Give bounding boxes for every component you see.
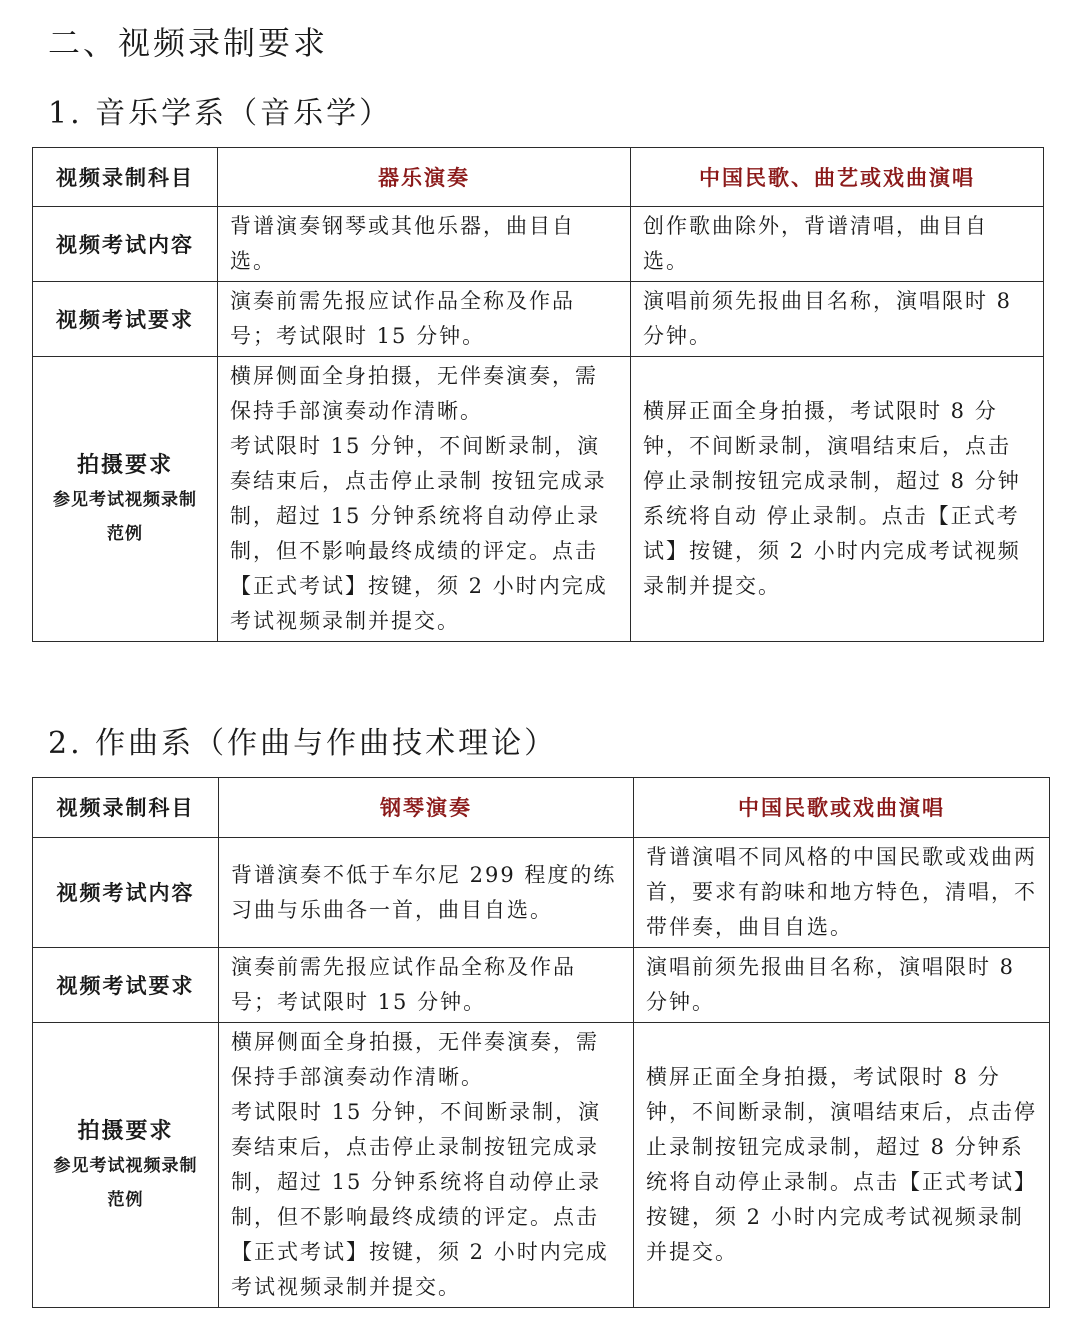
requirement-row bbox=[33, 282, 1044, 357]
filming-sublabel: 参见考试视频录制范例 bbox=[53, 1156, 198, 1210]
filming-col1-para1: 横屏侧面全身拍摄，无伴奏演奏，需保持手部演奏动作清晰。 bbox=[230, 364, 598, 423]
filming-col1-para2: 考试限时 15 分钟，不间断录制，演奏结束后，点击停止录制按钮完成录制，超过 15 分钟系统将自动停止录制，但不影响最终成绩的评定。点击【正式考试】按键，须 2 小时内完成考试视频录制并提交。 bbox=[231, 1100, 609, 1299]
filming-label: 拍摄要求 bbox=[77, 1118, 174, 1144]
filming-col2: 横屏正面全身拍摄，考试限时 8 分钟，不间断录制，演唱结束后，点击停止录制按钮完成录制，超过 8 分钟系统将自动 停止录制。点击【正式考试】按键，须 2 小时内完成考试视频录制并提交。 bbox=[631, 357, 1044, 642]
content-col2: 创作歌曲除外，背谱清唱，曲目自选。 bbox=[631, 207, 1044, 282]
filming-row bbox=[33, 357, 1044, 642]
filming-sublabel: 参见考试视频录制范例 bbox=[53, 490, 197, 544]
filming-col1-para1: 横屏侧面全身拍摄，无伴奏演奏，需保持手部演奏动作清晰。 bbox=[231, 1030, 599, 1089]
header-label: 视频录制科目 bbox=[33, 148, 218, 207]
content-col2: 背谱演唱不同风格的中国民歌或戏曲两首，要求有韵味和地方特色，清唱，不带伴奏，曲目自选。 bbox=[634, 838, 1050, 948]
content-label: 视频考试内容 bbox=[33, 838, 219, 948]
requirement-row bbox=[33, 948, 1050, 1023]
header-row bbox=[33, 778, 1050, 838]
requirement-col1: 演奏前需先报应试作品全称及作品号；考试限时 15 分钟。 bbox=[219, 948, 634, 1023]
requirement-label: 视频考试要求 bbox=[33, 282, 218, 357]
section-1-title: 1. 音乐学系（音乐学） bbox=[48, 96, 393, 131]
content-row bbox=[33, 838, 1050, 948]
content-row bbox=[33, 207, 1044, 282]
requirement-col2: 演唱前须先报曲目名称，演唱限时 8 分钟。 bbox=[634, 948, 1050, 1023]
content-col1: 背谱演奏不低于车尔尼 299 程度的练习曲与乐曲各一首，曲目自选。 bbox=[219, 838, 634, 948]
filming-label-cell bbox=[33, 357, 218, 642]
col1-title: 钢琴演奏 bbox=[219, 778, 634, 838]
section-1-table bbox=[32, 147, 1044, 642]
content-label: 视频考试内容 bbox=[33, 207, 218, 282]
requirement-label: 视频考试要求 bbox=[33, 948, 219, 1023]
col2-title: 中国民歌或戏曲演唱 bbox=[634, 778, 1050, 838]
filming-label: 拍摄要求 bbox=[76, 452, 173, 478]
content-col1: 背谱演奏钢琴或其他乐器，曲目自选。 bbox=[218, 207, 631, 282]
requirement-col2: 演唱前须先报曲目名称，演唱限时 8 分钟。 bbox=[631, 282, 1044, 357]
header-label: 视频录制科目 bbox=[33, 778, 219, 838]
filming-label-cell bbox=[33, 1023, 219, 1308]
section-2-title: 2. 作曲系（作曲与作曲技术理论） bbox=[48, 726, 558, 761]
filming-col2: 横屏正面全身拍摄，考试限时 8 分钟，不间断录制，演唱结束后，点击停止录制按钮完成录制，超过 8 分钟系统将自动停止录制。点击【正式考试】按键，须 2 小时内完成考试视频录制并提交。 bbox=[634, 1023, 1050, 1308]
col2-title: 中国民歌、曲艺或戏曲演唱 bbox=[631, 148, 1044, 207]
col1-title: 器乐演奏 bbox=[218, 148, 631, 207]
header-row bbox=[33, 148, 1044, 207]
main-heading: 二、视频录制要求 bbox=[48, 24, 329, 62]
filming-row bbox=[33, 1023, 1050, 1308]
section-2-table bbox=[32, 777, 1050, 1308]
filming-col1-para2: 考试限时 15 分钟，不间断录制，演奏结束后，点击停止录制 按钮完成录制，超过 15 分钟系统将自动停止录制，但不影响最终成绩的评定。点击【正式考试】按键，须 2 小时内完成考试视频录制并提交。 bbox=[230, 434, 608, 633]
filming-col1 bbox=[218, 357, 631, 642]
requirement-col1: 演奏前需先报应试作品全称及作品号；考试限时 15 分钟。 bbox=[218, 282, 631, 357]
filming-col1 bbox=[219, 1023, 634, 1308]
